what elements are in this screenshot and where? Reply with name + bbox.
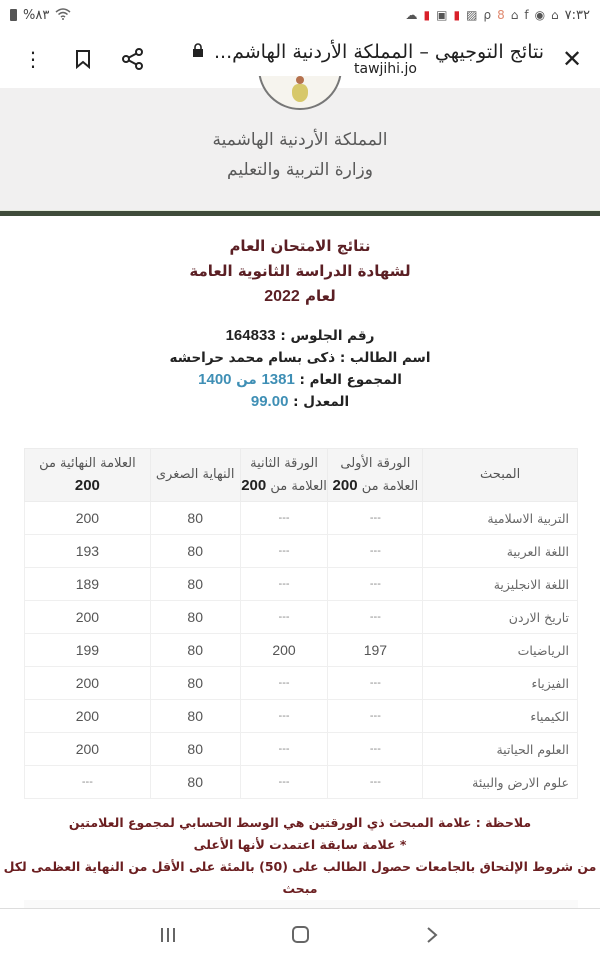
lock-icon (192, 43, 204, 62)
header-final-title: العلامة النهائية من (39, 456, 136, 471)
kingdom-name: المملكة الأردنية الهاشمية (212, 130, 388, 150)
battery-icon (10, 9, 17, 21)
results-section (0, 216, 600, 896)
paper1-cell: --- (328, 766, 423, 799)
student-name-row (0, 347, 600, 369)
final-cell: 200 (25, 733, 151, 766)
header-min-mark: النهاية الصغرى (150, 449, 240, 502)
grades-table (24, 448, 578, 799)
subject-cell: التربية الاسلامية (423, 502, 578, 535)
header-paper1 (328, 449, 423, 502)
average-score: 99.00 (250, 393, 289, 410)
table-row (25, 535, 578, 568)
year-prefix: لعام (305, 287, 336, 305)
paper1-cell: --- (328, 502, 423, 535)
paper1-cell: --- (328, 733, 423, 766)
student-name-label: اسم الطالب : (339, 350, 431, 366)
student-name: ذكى بسام محمد حراحشه (169, 350, 336, 366)
paper2-cell: --- (240, 766, 328, 799)
average-row (0, 391, 600, 413)
ministry-name: وزارة التربية والتعليم (227, 160, 373, 180)
min-cell: 80 (150, 601, 240, 634)
table-row (25, 733, 578, 766)
total-max: 1400 (198, 371, 232, 388)
final-cell: 200 (25, 502, 151, 535)
min-cell: 80 (150, 634, 240, 667)
note-previous-mark: * علامة سابقة اعتمدت لأنها الأعلى (193, 837, 407, 852)
home-icon (292, 926, 309, 943)
final-cell: 200 (25, 667, 151, 700)
back-button[interactable] (366, 913, 498, 957)
table-row (25, 601, 578, 634)
cloud-icon: ☁ (405, 8, 418, 22)
final-cell: 200 (25, 601, 151, 634)
table-row (25, 634, 578, 667)
wifi-icon (55, 8, 71, 22)
paper2-cell: --- (240, 700, 328, 733)
seat-number-label: رقم الجلوس : (280, 328, 375, 344)
site-header (0, 88, 600, 210)
recent-apps-icon (159, 927, 177, 943)
seat-number: 164833 (225, 327, 276, 344)
recent-apps-button[interactable] (102, 913, 234, 957)
paper1-cell: --- (328, 700, 423, 733)
paper1-cell: --- (328, 667, 423, 700)
back-chevron-icon (426, 926, 438, 944)
page-url: tawjihi.jo (354, 61, 417, 77)
subject-cell: العلوم الحياتية (423, 733, 578, 766)
subject-cell: تاريخ الاردن (423, 601, 578, 634)
clock: ٧:٣٢ (564, 7, 590, 23)
header-paper2 (240, 449, 328, 502)
final-cell: --- (25, 766, 151, 799)
title-row (192, 41, 544, 63)
paper1-cell: 197 (328, 634, 423, 667)
header-subject: المبحث (423, 449, 578, 502)
min-cell: 80 (150, 568, 240, 601)
status-right (406, 8, 590, 23)
header-paper2-sub (241, 475, 328, 498)
page-bottom-edge (24, 900, 578, 908)
seat-number-row (0, 325, 600, 347)
header-paper2-sublabel: العلامة من (270, 478, 327, 494)
p-app-icon: ρ (483, 8, 492, 22)
crown-emblem-icon (292, 84, 308, 102)
facebook-icon: f (524, 8, 529, 22)
subject-cell: الكيمياء (423, 700, 578, 733)
share-icon (122, 48, 144, 70)
min-cell: 80 (150, 700, 240, 733)
close-icon: ✕ (561, 45, 583, 73)
total-of: من (236, 372, 257, 388)
subject-cell: اللغة العربية (423, 535, 578, 568)
bookmark-button[interactable] (58, 34, 108, 84)
more-vert-icon: ⋮ (23, 47, 43, 71)
paper2-cell: --- (240, 601, 328, 634)
table-row (25, 667, 578, 700)
header-paper2-title: الورقة الثانية (250, 455, 318, 471)
square-app-icon: ▣ (436, 8, 448, 22)
table-row (25, 700, 578, 733)
page-title-area[interactable] (158, 41, 550, 77)
image-icon: ▨ (466, 8, 478, 22)
header-paper1-sub (328, 475, 422, 498)
ministry-seal-logo (250, 76, 350, 118)
close-tab-button[interactable] (550, 34, 594, 84)
final-cell: 189 (25, 568, 151, 601)
header-paper1-max: 200 (332, 476, 358, 494)
average-label: المعدل : (293, 394, 350, 410)
min-cell: 80 (150, 667, 240, 700)
paper2-cell: --- (240, 568, 328, 601)
results-title-line2: لشهادة الدراسة الثانوية العامة (189, 262, 411, 280)
paper2-cell: 200 (240, 634, 328, 667)
pdf-icon: ▮ (453, 8, 461, 22)
total-row (0, 369, 600, 391)
paper2-cell: --- (240, 667, 328, 700)
more-menu-button[interactable] (8, 34, 58, 84)
header-final-max: 200 (74, 477, 100, 494)
table-row (25, 502, 578, 535)
table-header-row (25, 449, 578, 502)
subject-cell: اللغة الانجليزية (423, 568, 578, 601)
min-cell: 80 (150, 733, 240, 766)
paper2-cell: --- (240, 535, 328, 568)
header-paper2-max: 200 (241, 476, 267, 494)
subject-cell: الفيزياء (423, 667, 578, 700)
min-cell: 80 (150, 535, 240, 568)
header-paper1-title: الورقة الأولى (340, 455, 411, 471)
paper1-cell: --- (328, 601, 423, 634)
paper1-cell: --- (328, 568, 423, 601)
student-info (0, 325, 600, 413)
total-score: 1381 (261, 371, 295, 388)
page-title: نتائج التوجيهي – المملكة الأردنية الهاشم... (213, 41, 544, 63)
battery-level: %٨٣ (23, 7, 50, 23)
share-button[interactable] (108, 34, 158, 84)
notes-section (0, 812, 600, 900)
status-left (10, 8, 71, 23)
results-title-year-line (0, 284, 600, 309)
final-cell: 193 (25, 535, 151, 568)
exam-year: 2022 (264, 288, 300, 305)
notification-icon: ⌂ (510, 8, 519, 22)
app-icon: 8 (497, 8, 505, 22)
results-title (0, 234, 600, 309)
results-title-line1: نتائج الامتحان العام (229, 237, 371, 255)
home-button[interactable] (234, 913, 366, 957)
subject-cell: الرياضيات (423, 634, 578, 667)
status-bar (0, 0, 600, 30)
table-row (25, 766, 578, 799)
paper2-cell: --- (240, 733, 328, 766)
subject-cell: علوم الارض والبيئة (423, 766, 578, 799)
paper2-cell: --- (240, 502, 328, 535)
paper1-cell: --- (328, 535, 423, 568)
messenger-icon: ◉ (534, 8, 546, 22)
header-paper1-sublabel: العلامة من (361, 478, 419, 494)
system-nav-bar (0, 909, 600, 960)
min-cell: 80 (150, 766, 240, 799)
note-average: ملاحظة : علامة المبحث ذي الورقتين هي الوسط الحسابي لمجموع العلامتين (68, 815, 532, 830)
notification-icon: ⌂ (551, 8, 559, 22)
toolbar-actions (0, 34, 158, 84)
final-cell: 199 (25, 634, 151, 667)
total-label: المجموع العام : (299, 372, 402, 388)
bookmark-icon (75, 49, 91, 69)
note-admission-condition: من شروط الإلتحاق بالجامعات حصول الطالب على (50) بالمئة على الأقل من النهاية العظمى لكل مبحث (3, 859, 597, 896)
table-row (25, 568, 578, 601)
min-cell: 80 (150, 502, 240, 535)
pdf-icon: ▮ (423, 8, 431, 22)
final-cell: 200 (25, 700, 151, 733)
header-final-mark (25, 449, 151, 502)
